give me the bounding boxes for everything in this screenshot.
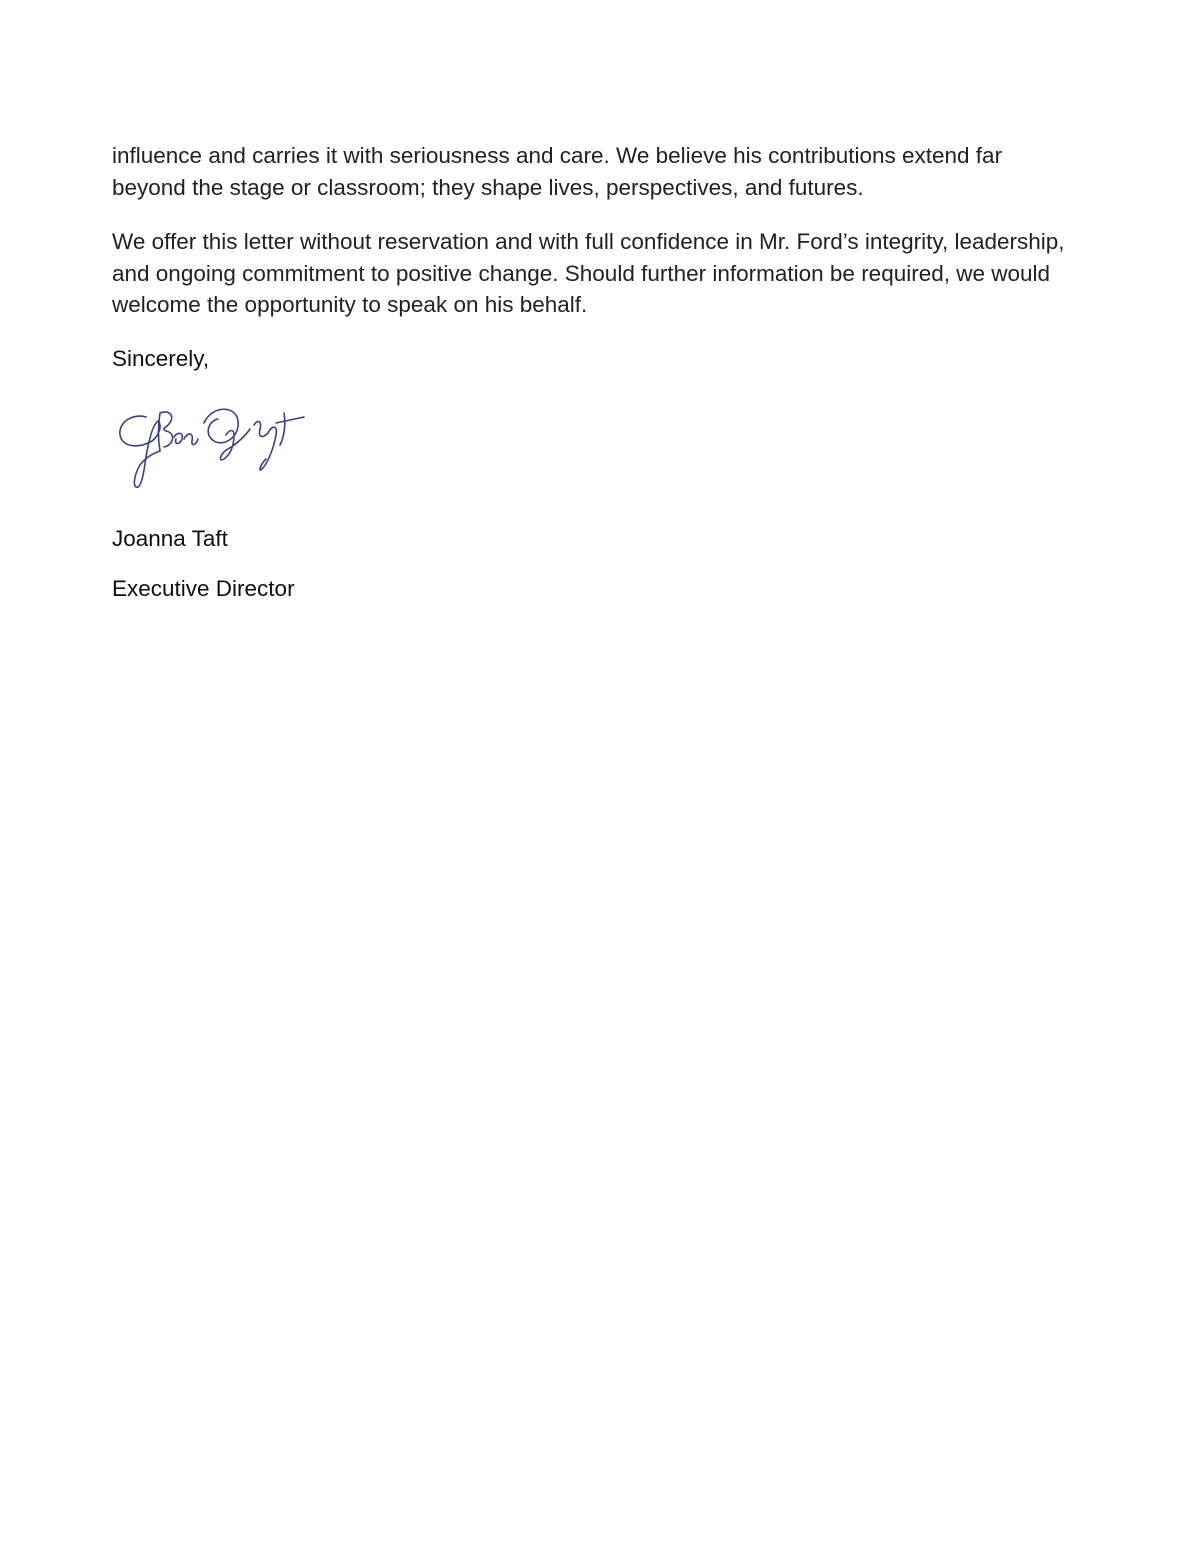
paragraph-line: and ongoing commitment to positive change. Should further information be required, we would [112, 260, 1051, 286]
paragraph-line: influence and carries it with seriousness and care. We believe his contributions extend far [112, 143, 1003, 168]
body-paragraph-2 [112, 226, 1112, 321]
paragraph-line: welcome the opportunity to speak on his behalf. [112, 292, 588, 317]
signer-title: Executive Director [112, 576, 295, 601]
signer-name: Joanna Taft [112, 526, 228, 551]
body-paragraph-1 [112, 140, 1112, 203]
handwritten-signature [108, 395, 318, 495]
paragraph-line: We offer this letter without reservation and with full confidence in Mr. Ford’s integrity, leadership, [112, 229, 1065, 254]
closing-salutation: Sincerely, [112, 346, 210, 371]
paragraph-line: beyond the stage or classroom; they shape lives, perspectives, and futures. [112, 174, 864, 200]
